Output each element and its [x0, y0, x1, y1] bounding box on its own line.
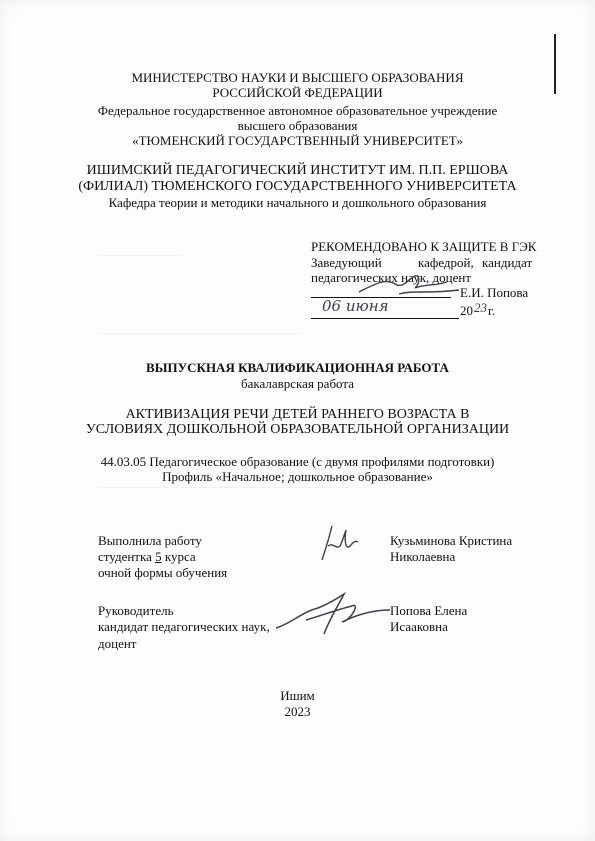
work-title-line1: АКТИВИЗАЦИЯ РЕЧИ ДЕТЕЙ РАННЕГО ВОЗРАСТА В — [125, 407, 470, 422]
student-name-line2: Николаевна — [390, 549, 456, 564]
ministry-line2: РОССИЙСКОЙ ФЕДЕРАЦИИ — [212, 85, 383, 100]
approval-role-line2: педагогических наук, доцент — [311, 270, 472, 285]
supervisor-label-line2: кандидат педагогических наук, — [98, 619, 270, 634]
program-line1: 44.03.05 Педагогическое образование (с двумя профилями подготовки) — [100, 454, 495, 469]
approval-year-handwritten: 23 — [474, 300, 487, 315]
work-title-line2: УСЛОВИЯХ ДОШКОЛЬНОЙ ОБРАЗОВАТЕЛЬНОЙ ОРГАНИЗАЦИИ — [85, 422, 510, 437]
approval-name: Е.И. Попова — [460, 285, 529, 300]
institution-line2: высшего образования — [237, 118, 358, 133]
supervisor-label-line1: Руководитель — [98, 603, 174, 618]
student-label-line2: студентка 5 курса — [98, 549, 196, 564]
student-label-line1: Выполнила работу — [98, 533, 202, 548]
university-name: «ТЮМЕНСКИЙ ГОСУДАРСТВЕННЫЙ УНИВЕРСИТЕТ» — [132, 133, 463, 148]
ministry-line1: МИНИСТЕРСТВО НАУКИ И ВЫСШЕГО ОБРАЗОВАНИЯ — [131, 70, 464, 85]
supervisor-name-line1: Попова Елена — [390, 603, 468, 618]
branch-line2: (ФИЛИАЛ) ТЮМЕНСКОГО ГОСУДАРСТВЕННОГО УНИВЕРСИТЕТА — [78, 179, 517, 194]
work-subtype: бакалаврская работа — [241, 376, 354, 391]
approval-role-word1: Заведующий — [311, 255, 382, 270]
department: Кафедра теории и методики начального и дошкольного образования — [108, 195, 487, 210]
program-line2: Профиль «Начальное; дошкольное образование» — [162, 469, 433, 484]
show-through-text: ──────────────────────── — [98, 326, 303, 340]
supervisor-signature — [272, 590, 392, 640]
approval-date-line — [311, 318, 459, 319]
branch-line1: ИШИМСКИЙ ПЕДАГОГИЧЕСКИЙ ИНСТИТУТ ИМ. П.П. ЕРШОВА — [86, 163, 509, 178]
approval-signature — [355, 270, 465, 300]
work-type: ВЫПУСКНАЯ КВАЛИФИКАЦИОННАЯ РАБОТА — [146, 360, 449, 375]
show-through-text: ────────────────────────────── — [98, 480, 354, 494]
supervisor-label-line3: доцент — [98, 636, 137, 651]
footer-city: Ишим — [280, 688, 315, 703]
footer-year: 2023 — [284, 704, 311, 719]
approval-role-word2: кафедрой, — [418, 255, 474, 270]
student-course: 5 — [155, 549, 162, 564]
show-through-text: ────────── — [98, 248, 184, 262]
approval-heading: РЕКОМЕНДОВАНО К ЗАЩИТЕ В ГЭК — [311, 239, 537, 254]
supervisor-name-line2: Исааковна — [390, 619, 448, 634]
approval-year-prefix: 20 — [460, 303, 473, 318]
student-name-line1: Кузьминова Кристина — [390, 533, 513, 548]
student-signature — [316, 520, 368, 564]
approval-role-word3: кандидат — [482, 255, 533, 270]
institution-line1: Федеральное государственное автономное образовательное учреждение — [97, 103, 498, 118]
approval-year-suffix: г. — [488, 303, 496, 318]
student-label-line3: очной формы обучения — [98, 565, 228, 580]
approval-date-handwritten: 06 июня — [322, 297, 389, 315]
